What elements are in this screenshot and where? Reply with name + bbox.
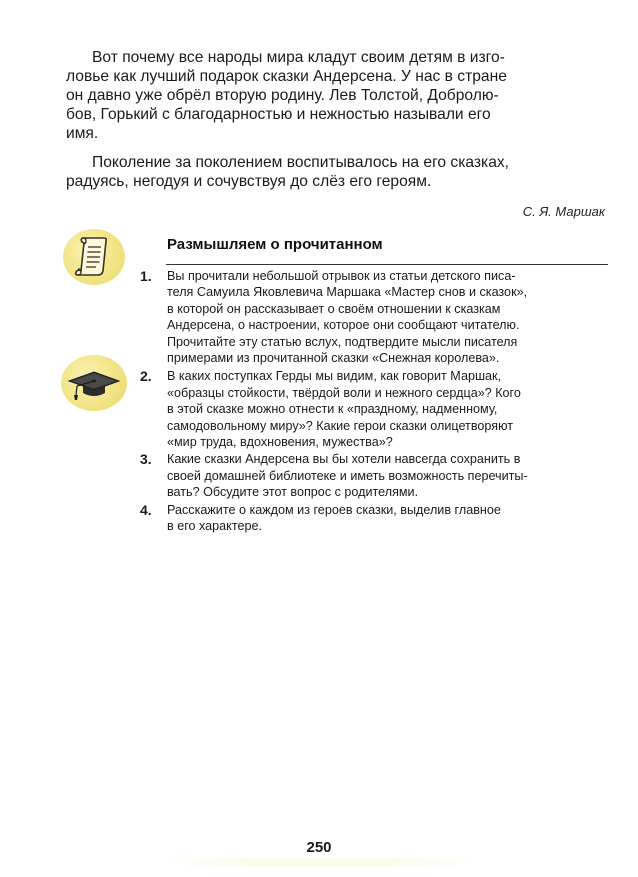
section-title: Размышляем о прочитанном — [167, 236, 383, 253]
text-line: теля Самуила Яковлевича Маршака «Мастер снов и сказок», — [167, 285, 528, 300]
text-line: Вы прочитали небольшой отрывок из статьи детского писа- — [167, 269, 516, 283]
questions-list — [140, 268, 610, 535]
text-line: в его характере. — [167, 519, 262, 534]
text-line: своей домашней библиотеке и иметь возможность перечиты- — [167, 468, 528, 483]
scroll-icon — [63, 229, 125, 285]
question-number: 2. — [140, 368, 152, 385]
page-number: 250 — [306, 839, 332, 856]
question-number: 3. — [140, 451, 152, 468]
text-line: Вот почему все народы мира кладут своим детям в изго- — [92, 49, 505, 66]
section-divider — [166, 264, 608, 265]
question-number: 1. — [140, 268, 152, 284]
text-line: В каких поступках Герды мы видим, как говорит Маршак, — [167, 369, 502, 384]
text-line: примерами из прочитанной сказки «Снежная королева». — [167, 351, 500, 366]
text-line: вать? Обсудите этот вопрос с родителями. — [167, 485, 419, 500]
text-line: «образцы стойкости, твёрдой воли и нежного сердца»? Кого — [167, 385, 521, 400]
question-item — [140, 268, 610, 366]
question-item — [140, 451, 610, 500]
text-line: имя. — [66, 125, 99, 142]
text-line: Поколение за поколением воспитывалось на его сказках, — [92, 154, 510, 171]
text-line: Какие сказки Андерсена вы бы хотели навсегда сохранить в — [167, 452, 521, 467]
intro-paragraph-1 — [66, 48, 608, 143]
question-text — [167, 368, 610, 450]
author-signature: С. Я. Маршак — [522, 204, 605, 219]
question-text — [167, 502, 610, 535]
text-line: самодовольному миру»? Какие герои сказки олицетворяют — [167, 418, 514, 433]
text-line: ловье как лучший подарок сказки Андерсена. У нас в стране — [66, 68, 507, 85]
text-line: он давно уже обрёл вторую родину. Лев Толстой, Добролю- — [66, 87, 499, 104]
intro-paragraph-2 — [66, 153, 608, 191]
question-text — [167, 268, 610, 366]
footer-decoration — [160, 858, 480, 866]
text-line: Андерсена, о настроении, которое они сообщают читателю. — [167, 318, 520, 333]
text-line: в этой сказке можно отнести к «праздному, надменному, — [167, 402, 498, 417]
text-line: радуясь, негодуя и сочувствуя до слёз его героям. — [66, 173, 432, 190]
text-line: бов, Горький с благодарностью и нежностью называли его — [66, 106, 491, 123]
question-number: 4. — [140, 501, 152, 518]
graduation-cap-icon — [61, 355, 127, 411]
text-line: Прочитайте эту статью вслух, подтвердите мысли писателя — [167, 334, 518, 349]
question-text — [167, 451, 610, 500]
text-line: в которой он рассказывает о своём отношении к сказкам — [167, 301, 501, 316]
text-line: Расскажите о каждом из героев сказки, выделив главное — [167, 502, 501, 517]
text-line: «мир труда, вдохновения, мужества»? — [167, 435, 393, 450]
question-item — [140, 368, 610, 450]
question-item — [140, 502, 610, 535]
